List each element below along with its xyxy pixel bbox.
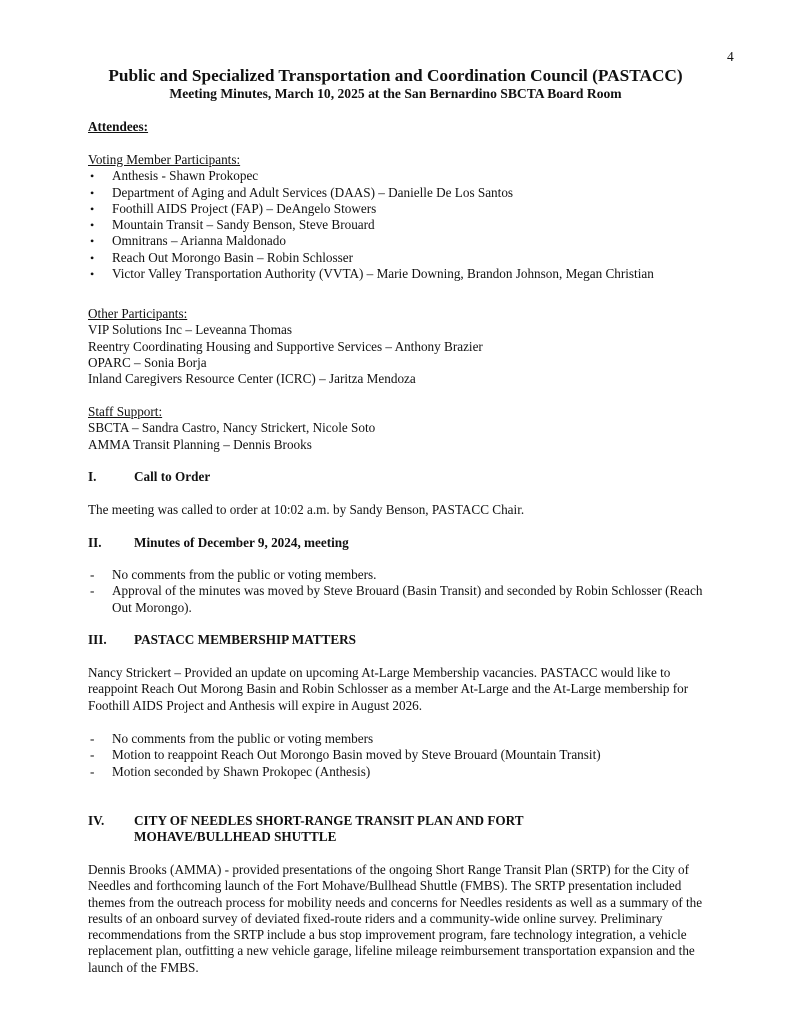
document-subtitle: Meeting Minutes, March 10, 2025 at the San Bernardino SBCTA Board Room: [169, 86, 622, 101]
section-number: III.: [88, 632, 107, 647]
bullet-icon: •: [90, 234, 95, 249]
bullet-icon: •: [90, 267, 95, 282]
dash-icon: -: [90, 583, 95, 599]
section-number: IV.: [88, 813, 105, 828]
list-item: • Foothill AIDS Project (FAP) – DeAngelo Stowers: [90, 200, 377, 216]
list-item: - Motion to reappoint Reach Out Morongo Basin moved by Steve Brouard (Mountain Transit): [90, 747, 601, 763]
list-item: Reentry Coordinating Housing and Supportive Services – Anthony Brazier: [88, 338, 483, 354]
membership-list: [88, 731, 713, 780]
bullet-icon: •: [90, 169, 95, 184]
section-number: II.: [88, 535, 102, 550]
list-item: SBCTA – Sandra Castro, Nancy Strickert, Nicole Soto: [88, 420, 376, 436]
list-item: • Mountain Transit – Sandy Benson, Steve Brouard: [90, 217, 375, 233]
list-item: • Anthesis - Shawn Prokopec: [90, 168, 259, 184]
list-item: - Approval of the minutes was moved by Steve Brouard (Basin Transit) and seconded by Robin Schlosser (Reach Out Morongo).: [90, 583, 703, 615]
voting-members-section: [88, 152, 713, 282]
section-heading: Minutes of December 9, 2024, meeting: [134, 535, 349, 550]
dash-icon: -: [90, 747, 95, 763]
section-heading: Call to Order: [134, 469, 211, 484]
voting-members-label: Voting Member Participants:: [88, 152, 241, 167]
section-call-to-order-heading: [88, 469, 713, 485]
other-participants-section: [88, 306, 713, 387]
list-item: VIP Solutions Inc – Leveanna Thomas: [88, 322, 293, 338]
section-heading: CITY OF NEEDLES SHORT-RANGE TRANSIT PLAN AND FORT MOHAVE/BULLHEAD SHUTTLE: [134, 813, 524, 844]
list-item: • Victor Valley Transportation Authority (VVTA) – Marie Downing, Brandon Johnson, Megan Christian: [90, 266, 654, 282]
section-heading: PASTACC MEMBERSHIP MATTERS: [134, 632, 357, 647]
membership-text: Nancy Strickert – Provided an update on upcoming At-Large Membership vacancies. PASTACC would like to reappoint Reach Out Morong Basin and Robin Schlosser as a member At-Large and the At-Large membership for Foothill AIDS Project and Anthesis will expire in August 2026.: [88, 665, 689, 713]
section-membership-heading: [88, 632, 713, 648]
staff-support-section: [88, 404, 713, 453]
attendees-heading: Attendees:: [88, 119, 149, 134]
list-item: Inland Caregivers Resource Center (ICRC) – Jaritza Mendoza: [88, 371, 416, 387]
dash-icon: -: [90, 567, 95, 582]
dash-icon: -: [90, 731, 95, 746]
needles-text: Dennis Brooks (AMMA) - provided presentations of the ongoing Short Range Transit Plan (SRTP) for the City of Needles and forthcoming launch of the Fort Mohave/Bullhead Shuttle (FMBS). The SRTP presentation included themes from the outreach process for mobility needs and concerns for Needles residents as well as a summary of the results of an onboard survey of deviated fixed-route riders and a community-wide online survey. Preliminary recommendations from the SRTP include a bus stop improvement program, fare technology integration, a vehicle replacement plan, outfitting a new vehicle garage, lifeline mileage reimbursement transportation expansion and the launch of the FMBS.: [88, 862, 703, 975]
minutes-list: [88, 567, 713, 616]
section-minutes-heading: [88, 535, 713, 551]
list-item: OPARC – Sonia Borja: [88, 354, 207, 370]
bullet-icon: •: [90, 185, 95, 200]
list-item: - Motion seconded by Shawn Prokopec (Anthesis): [90, 763, 371, 779]
dash-icon: -: [90, 763, 95, 779]
staff-support-label: Staff Support:: [88, 404, 163, 419]
section-needles-heading: [88, 813, 558, 845]
list-item: AMMA Transit Planning – Dennis Brooks: [88, 436, 312, 452]
page-number: 4: [727, 49, 734, 64]
bullet-icon: •: [90, 201, 95, 216]
other-participants-label: Other Participants:: [88, 306, 188, 321]
bullet-icon: •: [90, 250, 95, 265]
list-item: • Omnitrans – Arianna Maldonado: [90, 233, 286, 249]
document-title: Public and Specialized Transportation and Coordination Council (PASTACC): [108, 66, 683, 85]
list-item: • Reach Out Morongo Basin – Robin Schlosser: [90, 249, 354, 265]
section-number: I.: [88, 469, 97, 484]
list-item: - No comments from the public or voting members: [90, 731, 374, 746]
list-item: • Department of Aging and Adult Services (DAAS) – Danielle De Los Santos: [90, 184, 514, 200]
bullet-icon: •: [90, 218, 95, 233]
list-item: - No comments from the public or voting members.: [90, 567, 377, 582]
call-to-order-text: The meeting was called to order at 10:02 a.m. by Sandy Benson, PASTACC Chair.: [88, 502, 525, 517]
